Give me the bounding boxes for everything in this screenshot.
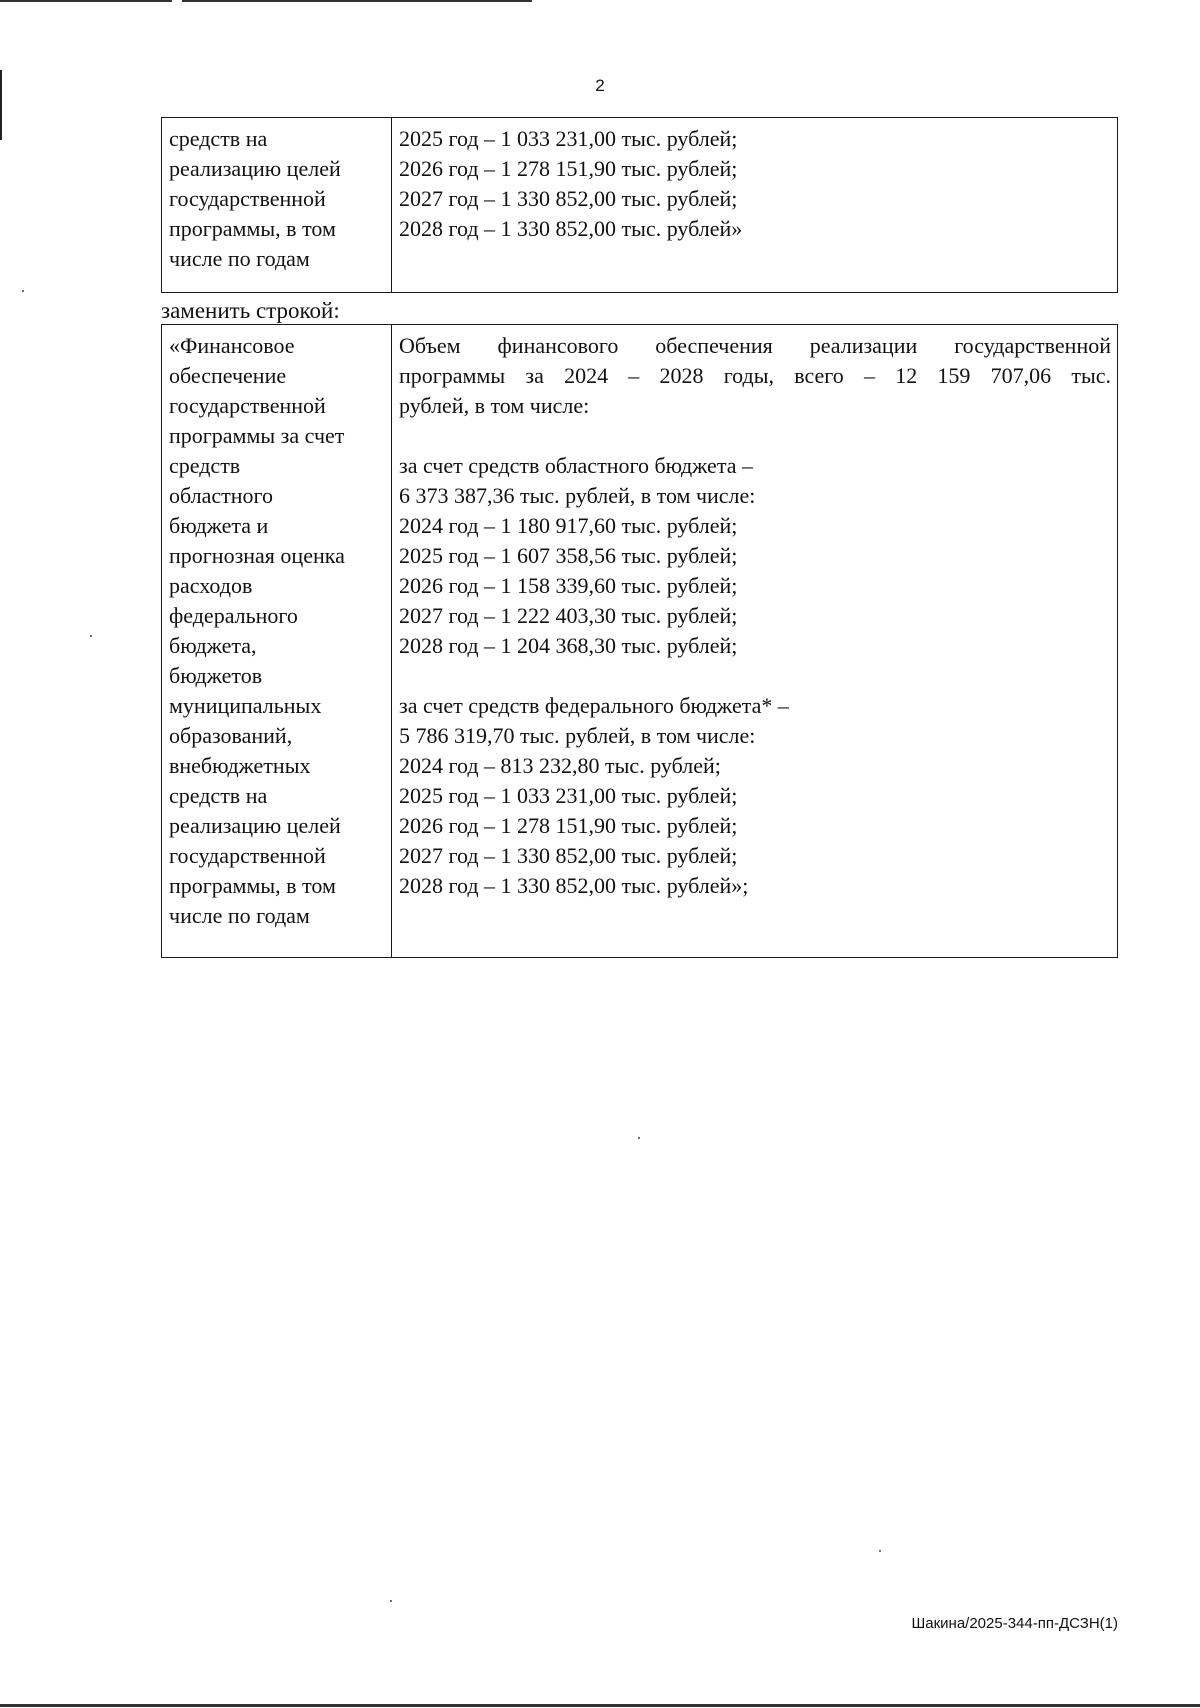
federal-budget-line: за счет средств федерального бюджета* – [399, 693, 789, 718]
row-label-line: программы за счет [169, 423, 345, 448]
row-label-line: числе по годам [169, 246, 310, 271]
document-code: Шакина/2025-344-пп-ДСЗН(1) [911, 1615, 1118, 1632]
row-label-line: федерального [169, 603, 298, 628]
table-row [162, 325, 1118, 958]
row-label-line: реализацию целей [169, 156, 341, 181]
replace-with-text: заменить строкой: [161, 298, 340, 323]
blank-line [399, 661, 1111, 691]
regional-budget-line: 2024 год – 1 180 917,60 тыс. рублей; [399, 513, 738, 538]
federal-budget-line: 2026 год – 1 278 151,90 тыс. рублей; [399, 813, 738, 838]
total-volume-line: программы за 2024 – 2028 годы, всего – 12 159 707,06 тыс. [399, 363, 1111, 388]
scan-speck [879, 1550, 881, 1552]
scan-artifact-top-line-left [0, 0, 172, 2]
year-amount-line: 2028 год – 1 330 852,00 тыс. рублей» [399, 216, 743, 241]
row-value-cell [392, 325, 1118, 958]
new-program-table [161, 324, 1118, 958]
scan-speck [390, 1600, 392, 1602]
regional-budget-line: 2025 год – 1 607 358,56 тыс. рублей; [399, 543, 738, 568]
federal-budget-line: 5 786 319,70 тыс. рублей, в том числе: [399, 723, 756, 748]
regional-budget-line: за счет средств областного бюджета – [399, 453, 753, 478]
row-value-cell [392, 118, 1118, 293]
row-label-line: реализацию целей [169, 813, 341, 838]
regional-budget-line: 2026 год – 1 158 339,60 тыс. рублей; [399, 573, 738, 598]
total-volume-line: рублей, в том числе: [399, 393, 590, 418]
row-label-line: бюджета, [169, 633, 257, 658]
federal-budget-line: 2028 год – 1 330 852,00 тыс. рублей»; [399, 873, 749, 898]
row-label-line: внебюджетных [169, 753, 311, 778]
row-label-line: расходов [169, 573, 253, 598]
row-label-cell [162, 325, 392, 958]
row-label-line: средств [169, 453, 241, 478]
year-amount-line: 2025 год – 1 033 231,00 тыс. рублей; [399, 126, 738, 151]
row-label-line: программы, в том [169, 216, 336, 241]
row-label-cell [162, 118, 392, 293]
scan-artifact-top-line-right [182, 0, 532, 2]
row-label-line: числе по годам [169, 903, 310, 928]
scan-speck [90, 635, 92, 637]
row-label-line: программы, в том [169, 873, 336, 898]
row-label-line: прогнозная оценка [169, 543, 345, 568]
federal-budget-line: 2024 год – 813 232,80 тыс. рублей; [399, 753, 721, 778]
blank-line [399, 421, 1111, 451]
top-program-table [161, 117, 1118, 293]
total-volume-line: Объем финансового обеспечения реализации государственной [399, 333, 1111, 358]
row-label-line: средств на [169, 126, 268, 151]
row-label-line: муниципальных [169, 693, 322, 718]
year-amount-line: 2027 год – 1 330 852,00 тыс. рублей; [399, 186, 738, 211]
year-amount-line: 2026 год – 1 278 151,90 тыс. рублей; [399, 156, 738, 181]
row-label-line: государственной [169, 843, 326, 868]
table-row [162, 118, 1118, 293]
federal-budget-line: 2025 год – 1 033 231,00 тыс. рублей; [399, 783, 738, 808]
scan-speck [22, 290, 24, 292]
federal-budget-line: 2027 год – 1 330 852,00 тыс. рублей; [399, 843, 738, 868]
row-label-line: государственной [169, 186, 326, 211]
row-label-line: областного [169, 483, 274, 508]
regional-budget-line: 2027 год – 1 222 403,30 тыс. рублей; [399, 603, 738, 628]
scan-speck [638, 1137, 640, 1139]
regional-budget-line: 6 373 387,36 тыс. рублей, в том числе: [399, 483, 756, 508]
row-label-line: средств на [169, 783, 268, 808]
row-label-line: государственной [169, 393, 326, 418]
scan-artifact-bottom-line [0, 1704, 1200, 1707]
row-label-line: образований, [169, 723, 293, 748]
row-label-line: обеспечение [169, 363, 287, 388]
row-label-line: бюджетов [169, 663, 263, 688]
regional-budget-line: 2028 год – 1 204 368,30 тыс. рублей; [399, 633, 738, 658]
page-number: 2 [595, 76, 605, 95]
row-label-line: бюджета и [169, 513, 269, 538]
row-label-line: «Финансовое [169, 333, 295, 358]
